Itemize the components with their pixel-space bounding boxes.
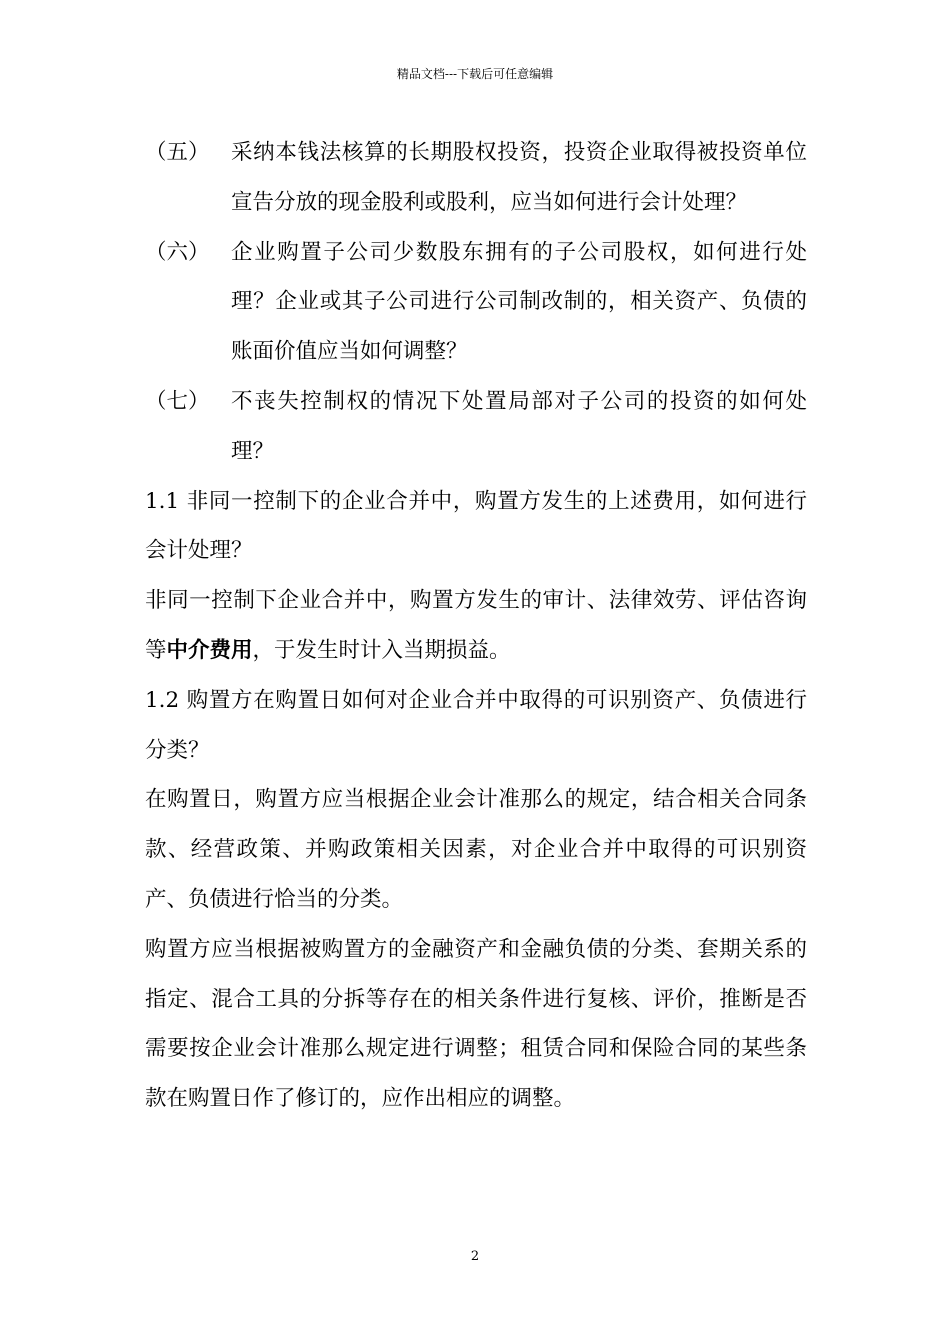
item-text: 不丧失控制权的情况下处置局部对子公司的投资的如何处理？ (231, 388, 807, 464)
document-body (145, 128, 807, 1124)
answer-1-1 (145, 576, 807, 676)
answer-1-1-lead: 非同一控制下企业合并中，购置方发生的审计、法律效劳、评估咨询等 (145, 588, 807, 663)
item-number: （六） (145, 239, 210, 265)
page-number: 2 (470, 1249, 480, 1264)
answer-1-2-paragraph-2: 购置方应当根据被购置方的金融资产和金融负债的分类、套期关系的指定、混合工具的分拆等存在的相关条件进行复核、评价，推断是否需要按企业会计准那么规定进行调整；租赁合同和保险合同的某些条款在购置日作了修订的，应作出相应的调整。 (145, 936, 807, 1112)
answer-1-1-bold-term: 中介费用 (166, 637, 253, 663)
item-number: （五） (145, 140, 210, 165)
item-text: 企业购置子公司少数股东拥有的子公司股权，如何进行处理？企业或其子公司进行公司制改制的，相关资产、负债的账面价值应当如何调整？ (231, 239, 807, 365)
list-item (145, 377, 807, 477)
page-header: 精品文档---下载后可任意编辑 (396, 67, 554, 81)
question-1-2: 1.2 购置方在购置日如何对企业合并中取得的可识别资产、负债进行分类？ (145, 687, 807, 763)
list-item (145, 128, 807, 228)
item-number: （七） (145, 388, 210, 414)
question-1-1: 1.1 非同一控制下的企业合并中，购置方发生的上述费用，如何进行会计处理？ (145, 488, 807, 564)
item-text: 采纳本钱法核算的长期股权投资，投资企业取得被投资单位宣告分放的现金股利或股利，应当如何进行会计处理？ (231, 140, 807, 215)
answer-1-1-tail: ，于发生时计入当期损益。 (252, 637, 511, 663)
answer-1-2-paragraph-1: 在购置日，购置方应当根据企业会计准那么的规定，结合相关合同条款、经营政策、并购政策相关因素，对企业合并中取得的可识别资产、负债进行恰当的分类。 (145, 787, 807, 912)
list-item (145, 228, 807, 377)
